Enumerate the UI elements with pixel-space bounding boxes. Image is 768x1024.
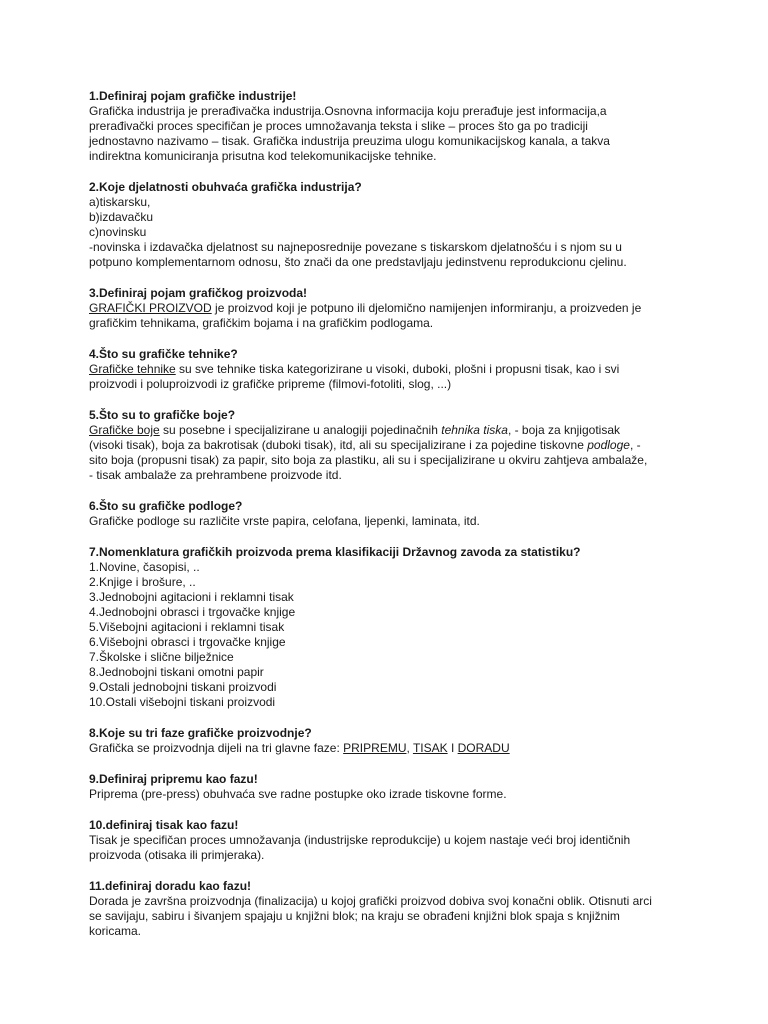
phase-link-tisak[interactable]: TISAK bbox=[412, 741, 448, 755]
text-line: b)izdavačku bbox=[89, 210, 154, 224]
list-item: 5.Višebojni agitacioni i reklamni tisak bbox=[89, 620, 285, 634]
section-heading: 10.definiraj tisak kao fazu! bbox=[89, 818, 239, 832]
section-6 bbox=[89, 499, 738, 529]
text-line: proizvoda (otisaka ili primjeraka). bbox=[89, 848, 265, 862]
text-line bbox=[89, 438, 738, 453]
section-8 bbox=[89, 726, 738, 756]
text-span: je proizvod koji je potpuno ili djelomično namijenjen informiranju, a proizveden je bbox=[211, 301, 642, 315]
text-line: Grafička industrija je prerađivačka industrija.Osnovna informacija koju prerađuje jest informacija,a bbox=[89, 104, 607, 118]
section-4 bbox=[89, 347, 738, 392]
section-11 bbox=[89, 879, 738, 939]
term-link[interactable]: Grafičke boje bbox=[89, 423, 160, 437]
text-line bbox=[89, 741, 738, 756]
section-9 bbox=[89, 772, 738, 802]
text-line: sito boja (propusni tisak) za papir, sito boja za plastiku, ali su i specijalizirane u okviru zahtjeva ambalaže, bbox=[89, 453, 648, 467]
text-line: Priprema (pre-press) obuhvaća sve radne postupke oko izrade tiskovne forme. bbox=[89, 787, 507, 801]
text-line: a)tiskarsku, bbox=[89, 195, 151, 209]
section-5 bbox=[89, 408, 738, 483]
text-line bbox=[89, 362, 738, 377]
section-heading: 8.Koje su tri faze grafičke proizvodnje? bbox=[89, 726, 312, 740]
section-heading: 7.Nomenklatura grafičkih proizvoda prema klasifikaciji Državnog zavoda za statistiku? bbox=[89, 545, 581, 559]
term-link[interactable]: Grafičke tehnike bbox=[89, 362, 176, 376]
section-3 bbox=[89, 286, 738, 331]
text-line: jednostavno nazivamo – tisak. Grafička industrija preuzima ulogu komunikacijskog kanala, a takva bbox=[89, 134, 610, 148]
list-item: 9.Ostali jednobojni tiskani proizvodi bbox=[89, 680, 277, 694]
section-heading: 2.Koje djelatnosti obuhvaća grafička industrija? bbox=[89, 180, 362, 194]
text-span: (visoki tisak), boja za bakrotisak (duboki tisak), itd, ali su specijalizirane i za pojedine tiskovne bbox=[89, 438, 588, 452]
list-item: 7.Školske i slične bilježnice bbox=[89, 650, 234, 664]
list-item: 6.Višebojni obrasci i trgovačke knjige bbox=[89, 635, 286, 649]
text-span: su posebne i specijalizirane u analogiji pojedinačnih bbox=[159, 423, 442, 437]
text-line: prerađivački proces specifičan je proces umnožavanja teksta i slike – proces što ga po tradiciji bbox=[89, 119, 588, 133]
text-line: grafičkim tehnikama, grafičkim bojama i na grafičkim podlogama. bbox=[89, 316, 434, 330]
italic-span: podloge bbox=[587, 438, 630, 452]
text-span: , - boja za knjigotisak bbox=[507, 423, 620, 437]
italic-span: tehnika tiska bbox=[441, 423, 508, 437]
section-heading: 6.Što su grafičke podloge? bbox=[89, 499, 243, 513]
list-item: 2.Knjige i brošure, .. bbox=[89, 575, 196, 589]
text-span: Grafička se proizvodnja dijeli na tri glavne faze: bbox=[89, 741, 344, 755]
section-heading: 4.Što su grafičke tehnike? bbox=[89, 347, 238, 361]
text-line: Tisak je specifičan proces umnožavanja (industrijske reprodukcije) u kojem nastaje veći broj identičnih bbox=[89, 833, 631, 847]
text-line: Dorada je završna proizvodnja (finalizacija) u kojoj grafički proizvod dobiva svoj konačni oblik. Otisnuti arci bbox=[89, 894, 652, 908]
list-item: 3.Jednobojni agitacioni i reklamni tisak bbox=[89, 590, 294, 604]
section-1 bbox=[89, 89, 738, 164]
text-span: I bbox=[447, 741, 458, 755]
phase-link-dorada[interactable]: DORADU bbox=[457, 741, 510, 755]
phase-link-priprema[interactable]: PRIPREMU bbox=[343, 741, 407, 755]
list-item: 4.Jednobojni obrasci i trgovačke knjige bbox=[89, 605, 296, 619]
text-line: indirektna komuniciranja prisutna kod telekomunikacijske tehnike. bbox=[89, 149, 437, 163]
text-line: potpuno komplementarnom odnosu, što znači da one predstavljaju jedinstvenu reprodukcionu cjelinu. bbox=[89, 255, 627, 269]
text-span: , bbox=[406, 741, 413, 755]
text-span: , - bbox=[629, 438, 641, 452]
section-heading: 11.definiraj doradu kao fazu! bbox=[89, 879, 252, 893]
section-2 bbox=[89, 180, 738, 270]
list-item: 10.Ostali višebojni tiskani proizvodi bbox=[89, 695, 276, 709]
text-line bbox=[89, 301, 738, 316]
section-10 bbox=[89, 818, 738, 863]
section-heading: 9.Definiraj pripremu kao fazu! bbox=[89, 772, 258, 786]
section-heading: 1.Definiraj pojam grafičke industrije! bbox=[89, 89, 297, 103]
term-link[interactable]: GRAFIČKI PROIZVOD bbox=[89, 301, 212, 315]
text-line: koricama. bbox=[89, 924, 142, 938]
text-line: se savijaju, sabiru i šivanjem spajaju u knjižni blok; na kraju se obrađeni knjižni blok spaja s knjižnim bbox=[89, 909, 620, 923]
section-heading: 5.Što su to grafičke boje? bbox=[89, 408, 236, 422]
text-line: Grafičke podloge su različite vrste papira, celofana, ljepenki, laminata, itd. bbox=[89, 514, 480, 528]
section-7 bbox=[89, 545, 738, 710]
text-line: - tisak ambalaže za prehrambene proizvode itd. bbox=[89, 468, 342, 482]
list-item: 1.Novine, časopisi, .. bbox=[89, 560, 200, 574]
text-line: proizvodi i poluproizvodi iz grafičke pripreme (filmovi-fotoliti, slog, ...) bbox=[89, 377, 452, 391]
text-line: -novinska i izdavačka djelatnost su najneposrednije povezane s tiskarskom djelatnošću i s njom su u bbox=[89, 240, 622, 254]
list-item: 8.Jednobojni tiskani omotni papir bbox=[89, 665, 264, 679]
text-span: su sve tehnike tiska kategorizirane u visoki, duboki, plošni i propusni tisak, kao i svi bbox=[175, 362, 620, 376]
section-heading: 3.Definiraj pojam grafičkog proizvoda! bbox=[89, 286, 308, 300]
text-line: c)novinsku bbox=[89, 225, 147, 239]
text-line bbox=[89, 423, 738, 438]
nomenclature-list bbox=[89, 560, 738, 710]
